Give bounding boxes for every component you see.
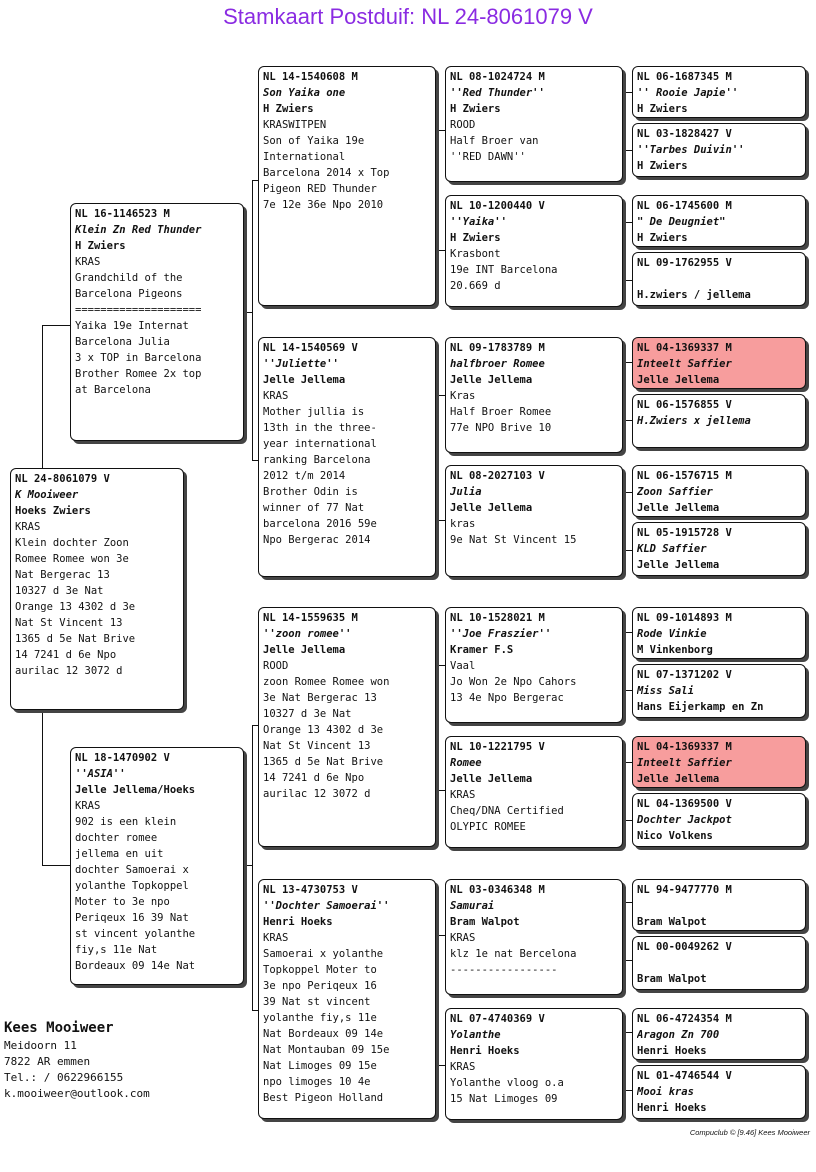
owner-name: H Zwiers xyxy=(450,232,501,244)
note-line: Klein dochter Zoon xyxy=(15,537,129,549)
note-line: 3 x TOP in Barcelona xyxy=(75,352,202,364)
owner-email: k.mooiweer@outlook.com xyxy=(4,1087,150,1100)
note-line: 15 Nat Limoges 09 xyxy=(450,1093,558,1105)
pigeon-name: ''Juliette'' xyxy=(263,358,339,370)
note-line: Best Pigeon Holland xyxy=(263,1092,384,1104)
ring-number: NL 08-2027103 V xyxy=(450,470,545,482)
pigeon-card-ggp-8[interactable] xyxy=(445,1008,623,1120)
owner-name: Jelle Jellema xyxy=(637,559,720,571)
pigeon-name: Aragon Zn 700 xyxy=(637,1029,720,1041)
pigeon-card-sire[interactable] xyxy=(70,203,244,441)
owner-name: Hoeks Zwiers xyxy=(15,505,91,517)
note-line: zoon Romee Romee won xyxy=(263,676,390,688)
note-line: fiy,s 11e Nat xyxy=(75,944,158,956)
ring-number: NL 05-1915728 V xyxy=(637,527,732,539)
note-line: Orange 13 4302 d 3e xyxy=(263,724,384,736)
note-line: 902 is een klein xyxy=(75,816,177,828)
connector-line xyxy=(437,790,445,791)
note-line: jellema en uit xyxy=(75,848,164,860)
pigeon-name: Inteelt Saffier xyxy=(637,358,732,370)
note-line: 14 7241 d 6e Npo xyxy=(263,772,365,784)
pigeon-name: Rode Vinkie xyxy=(637,628,707,640)
pigeon-name: Samurai xyxy=(450,900,495,912)
pigeon-name: halfbroer Romee xyxy=(450,358,545,370)
owner-city: 7822 AR emmen xyxy=(4,1055,91,1068)
color: kras xyxy=(450,518,476,530)
ring-number: NL 04-1369337 M xyxy=(637,741,732,753)
owner-name: Hans Eijerkamp en Zn xyxy=(637,701,764,713)
color: KRASWITPEN xyxy=(263,119,327,131)
pigeon-name: Dochter Jackpot xyxy=(637,814,732,826)
color: ROOD xyxy=(263,660,289,672)
note-line: Moter to 3e npo xyxy=(75,896,170,908)
pigeon-card-gggp-6[interactable] xyxy=(632,394,806,448)
connector-line xyxy=(623,92,632,93)
owner-name: H Zwiers xyxy=(637,232,688,244)
connector-line xyxy=(437,520,445,521)
ring-number: NL 06-1576715 M xyxy=(637,470,732,482)
color: Vaal xyxy=(450,660,476,672)
pigeon-name xyxy=(637,955,801,971)
note-line: ==================== xyxy=(75,304,202,316)
note-line: Samoerai x yolanthe xyxy=(263,948,384,960)
owner-name: Jelle Jellema xyxy=(637,502,720,514)
ring-number: NL 16-1146523 M xyxy=(75,208,170,220)
pigeon-card-ggp-2[interactable] xyxy=(445,195,623,307)
ring-number: NL 10-1200440 V xyxy=(450,200,545,212)
pigeon-name: Son Yaika one xyxy=(263,87,346,99)
pigeon-name: ''Tarbes Duivin'' xyxy=(637,144,745,156)
pigeon-name: '' Rooie Japie'' xyxy=(637,87,739,99)
note-line: 1365 d 5e Nat Brive xyxy=(263,756,384,768)
owner-name: Jelle Jellema xyxy=(263,644,346,656)
note-line: st vincent yolanthe xyxy=(75,928,196,940)
connector-line xyxy=(623,632,632,633)
footer-credit: Compuclub © [9.46] Kees Mooiweer xyxy=(689,1128,810,1137)
pigeon-name: Romee xyxy=(450,757,482,769)
note-line: ranking Barcelona xyxy=(263,454,371,466)
note-line: Cheq/DNA Certified xyxy=(450,805,564,817)
note-line: aurilac 12 3072 d xyxy=(263,788,371,800)
owner-name: Henri Hoeks xyxy=(637,1045,707,1057)
pigeon-name: Yolanthe xyxy=(450,1029,501,1041)
pigeon-card-gggp-4[interactable] xyxy=(632,252,806,306)
connector-line xyxy=(244,312,253,313)
note-line: Nat Montauban 09 15e xyxy=(263,1044,390,1056)
note-line: npo limoges 10 4e xyxy=(263,1076,371,1088)
connector-line xyxy=(623,550,632,551)
owner-name: M Vinkenborg xyxy=(637,644,713,656)
ring-number: NL 13-4730753 V xyxy=(263,884,358,896)
note-line: 13th in the three- xyxy=(263,422,377,434)
pigeon-card-sire-dam[interactable] xyxy=(258,337,436,577)
owner-name: Henri Hoeks xyxy=(263,916,333,928)
note-line: dochter romee xyxy=(75,832,158,844)
pigeon-name: " De Deugniet" xyxy=(637,216,726,228)
pigeon-name: ''Yaika'' xyxy=(450,216,507,228)
pigeon-name: ''Red Thunder'' xyxy=(450,87,545,99)
pigeon-name: ''Dochter Samoerai'' xyxy=(263,900,390,912)
connector-line xyxy=(42,710,43,865)
owner-name: H.zwiers / jellema xyxy=(637,289,751,301)
owner-name: Kees Mooiweer xyxy=(4,1020,114,1036)
owner-name: Bram Walpot xyxy=(450,916,520,928)
owner-name: Bram Walpot xyxy=(637,973,707,985)
pigeon-name xyxy=(637,898,801,914)
note-line: Half Broer Romee xyxy=(450,406,552,418)
note-line: Brother Romee 2x top xyxy=(75,368,202,380)
color: KRAS xyxy=(263,932,289,944)
note-line: ''RED DAWN'' xyxy=(450,151,526,163)
pigeon-card-gggp-16[interactable] xyxy=(632,1065,806,1119)
connector-line xyxy=(42,325,43,468)
ring-number: NL 14-1540608 M xyxy=(263,71,358,83)
pigeon-name: Mooi kras xyxy=(637,1086,694,1098)
color: ROOD xyxy=(450,119,476,131)
ring-number: NL 03-1828427 V xyxy=(637,128,732,140)
connector-line xyxy=(437,1065,445,1066)
pigeon-name: K Mooiweer xyxy=(15,489,79,501)
owner-name: Jelle Jellema xyxy=(263,374,346,386)
owner-name: H Zwiers xyxy=(637,160,688,172)
note-line: Romee Romee won 3e xyxy=(15,553,129,565)
note-line: 1365 d 5e Nat Brive xyxy=(15,633,136,645)
owner-name: H Zwiers xyxy=(450,103,501,115)
pigeon-card-gggp-10[interactable] xyxy=(632,664,806,718)
pigeon-card-sire-sire[interactable] xyxy=(258,66,436,306)
owner-name: Bram Walpot xyxy=(637,916,707,928)
note-line: International xyxy=(263,151,346,163)
ring-number: NL 06-1687345 M xyxy=(637,71,732,83)
pigeon-card-gggp-1[interactable] xyxy=(632,66,806,118)
note-line: Barcelona Julia xyxy=(75,336,170,348)
note-line: 7e 12e 36e Npo 2010 xyxy=(263,199,384,211)
note-line: Nat Limoges 09 15e xyxy=(263,1060,377,1072)
ring-number: NL 06-1745600 M xyxy=(637,200,732,212)
connector-line xyxy=(252,725,253,1010)
ring-number: NL 08-1024724 M xyxy=(450,71,545,83)
connector-line xyxy=(437,935,445,936)
note-line: Pigeon RED Thunder xyxy=(263,183,377,195)
note-line: winner of 77 Nat xyxy=(263,502,365,514)
note-line: Nat St Vincent 13 xyxy=(263,740,371,752)
color: KRAS xyxy=(450,932,476,944)
color: KRAS xyxy=(450,789,476,801)
note-line: Yolanthe vloog o.a xyxy=(450,1077,564,1089)
pigeon-card-gggp-7[interactable] xyxy=(632,465,806,517)
connector-line xyxy=(623,222,632,223)
note-line: 10327 d 3e Nat xyxy=(263,708,352,720)
note-line: Son of Yaika 19e xyxy=(263,135,365,147)
ring-number: NL 07-4740369 V xyxy=(450,1013,545,1025)
pigeon-name: KLD Saffier xyxy=(637,543,707,555)
connector-line xyxy=(623,820,632,821)
pigeon-card-dam-sire[interactable] xyxy=(258,607,436,847)
note-line: Npo Bergerac 2014 xyxy=(263,534,371,546)
connector-line xyxy=(437,130,445,131)
note-line: Nat Bergerac 13 xyxy=(15,569,110,581)
connector-line xyxy=(623,280,632,281)
pigeon-card-gggp-13[interactable] xyxy=(632,879,806,931)
pigeon-name: H.Zwiers x jellema xyxy=(637,415,751,427)
pigeon-card-gggp-11[interactable] xyxy=(632,736,806,788)
note-line: klz 1e nat Bercelona xyxy=(450,948,577,960)
connector-line xyxy=(623,690,632,691)
note-line: Yaika 19e Internat xyxy=(75,320,189,332)
pigeon-name: ''Joe Fraszier'' xyxy=(450,628,552,640)
owner-phone: Tel.: / 0622966155 xyxy=(4,1071,124,1084)
ring-number: NL 00-0049262 V xyxy=(637,941,732,953)
ring-number: NL 24-8061079 V xyxy=(15,473,110,485)
owner-name: H Zwiers xyxy=(75,240,126,252)
pigeon-card-ggp-5[interactable] xyxy=(445,607,623,723)
ring-number: NL 09-1014893 M xyxy=(637,612,732,624)
connector-line xyxy=(42,325,70,326)
pigeon-card-ggp-7[interactable] xyxy=(445,879,623,995)
ring-number: NL 09-1783789 M xyxy=(450,342,545,354)
pigeon-card-gggp-5[interactable] xyxy=(632,337,806,389)
pigeon-name: Klein Zn Red Thunder xyxy=(75,224,202,236)
note-line: Nat Bordeaux 09 14e xyxy=(263,1028,384,1040)
connector-line xyxy=(623,960,632,961)
pigeon-name: Miss Sali xyxy=(637,685,694,697)
note-line: Orange 13 4302 d 3e xyxy=(15,601,136,613)
connector-line xyxy=(623,492,632,493)
note-line: Barcelona 2014 x Top xyxy=(263,167,390,179)
note-line: 13 4e Npo Bergerac xyxy=(450,692,564,704)
connector-line xyxy=(623,1090,632,1091)
ring-number: NL 18-1470902 V xyxy=(75,752,170,764)
pigeon-card-ggp-6[interactable] xyxy=(445,736,623,848)
note-line: Brother Odin is xyxy=(263,486,358,498)
ring-number: NL 06-1576855 V xyxy=(637,399,732,411)
note-line: 3e Nat Bergerac 13 xyxy=(263,692,377,704)
pigeon-card-gggp-12[interactable] xyxy=(632,793,806,847)
ring-number: NL 04-1369500 V xyxy=(637,798,732,810)
ring-number: NL 06-4724354 M xyxy=(637,1013,732,1025)
owner-name: Henri Hoeks xyxy=(450,1045,520,1057)
color: Krasbont xyxy=(450,248,501,260)
owner-name: Jelle Jellema xyxy=(637,374,720,386)
owner-name: Jelle Jellema xyxy=(450,374,533,386)
note-line: 2012 t/m 2014 xyxy=(263,470,346,482)
note-line: Jo Won 2e Npo Cahors xyxy=(450,676,577,688)
note-line: 77e NPO Brive 10 xyxy=(450,422,552,434)
pigeon-card-ggp-4[interactable] xyxy=(445,465,623,577)
connector-line xyxy=(623,420,632,421)
color: KRAS xyxy=(263,390,289,402)
color: KRAS xyxy=(450,1061,476,1073)
ring-number: NL 09-1762955 V xyxy=(637,257,732,269)
pigeon-card-gggp-3[interactable] xyxy=(632,195,806,247)
pigeon-card-dam-dam[interactable] xyxy=(258,879,436,1119)
note-line: Grandchild of the xyxy=(75,272,183,284)
owner-name: Kramer F.S xyxy=(450,644,514,656)
connector-line xyxy=(252,180,253,460)
pigeon-card-gggp-14[interactable] xyxy=(632,936,806,990)
pigeon-card-gggp-8[interactable] xyxy=(632,522,806,576)
connector-line xyxy=(437,250,445,251)
note-line: year international xyxy=(263,438,377,450)
pigeon-name xyxy=(637,271,801,287)
color: KRAS xyxy=(75,256,101,268)
note-line: Barcelona Pigeons xyxy=(75,288,183,300)
owner-name: Nico Volkens xyxy=(637,830,713,842)
color: KRAS xyxy=(75,800,101,812)
note-line: at Barcelona xyxy=(75,384,151,396)
connector-line xyxy=(623,1032,632,1033)
owner-name: H Zwiers xyxy=(263,103,314,115)
note-line: Bordeaux 09 14e Nat xyxy=(75,960,196,972)
color: Kras xyxy=(450,390,476,402)
owner-name: Jelle Jellema xyxy=(637,773,720,785)
note-line: 20.669 d xyxy=(450,280,501,292)
ring-number: NL 10-1221795 V xyxy=(450,741,545,753)
ring-number: NL 04-1369337 M xyxy=(637,342,732,354)
connector-line xyxy=(623,150,632,151)
ring-number: NL 01-4746544 V xyxy=(637,1070,732,1082)
pigeon-name: Inteelt Saffier xyxy=(637,757,732,769)
ring-number: NL 14-1559635 M xyxy=(263,612,358,624)
ring-number: NL 14-1540569 V xyxy=(263,342,358,354)
ring-number: NL 94-9477770 M xyxy=(637,884,732,896)
connector-line xyxy=(623,762,632,763)
note-line: Periqeux 16 39 Nat xyxy=(75,912,189,924)
pigeon-card-gggp-9[interactable] xyxy=(632,607,806,659)
owner-block xyxy=(4,1018,150,1102)
pigeon-name: Zoon Saffier xyxy=(637,486,713,498)
connector-line xyxy=(623,902,632,903)
ring-number: NL 10-1528021 M xyxy=(450,612,545,624)
pigeon-card-ggp-1[interactable] xyxy=(445,66,623,182)
page-title: Stamkaart Postduif: NL 24-8061079 V xyxy=(223,4,593,29)
owner-street: Meidoorn 11 xyxy=(4,1039,77,1052)
note-line: Half Broer van xyxy=(450,135,539,147)
note-line: aurilac 12 3072 d xyxy=(15,665,123,677)
note-line: 39 Nat st vincent xyxy=(263,996,371,1008)
connector-line xyxy=(244,865,253,866)
note-line: dochter Samoerai x xyxy=(75,864,189,876)
connector-line xyxy=(437,665,445,666)
note-line: Nat St Vincent 13 xyxy=(15,617,123,629)
pigeon-name: ''ASIA'' xyxy=(75,768,126,780)
connector-line xyxy=(42,865,70,866)
pigeon-card-gggp-2[interactable] xyxy=(632,123,806,177)
pigeon-card-ggp-3[interactable] xyxy=(445,337,623,453)
owner-name: Jelle Jellema/Hoeks xyxy=(75,784,196,796)
pigeon-card-gggp-15[interactable] xyxy=(632,1008,806,1060)
note-line: Topkoppel Moter to xyxy=(263,964,377,976)
connector-line xyxy=(623,362,632,363)
ring-number: NL 03-0346348 M xyxy=(450,884,545,896)
note-line: yolanthe Topkoppel xyxy=(75,880,189,892)
color: KRAS xyxy=(15,521,41,533)
note-line: yolanthe fiy,s 11e xyxy=(263,1012,377,1024)
connector-line xyxy=(437,395,445,396)
owner-name: Jelle Jellema xyxy=(450,773,533,785)
pigeon-name: ''zoon romee'' xyxy=(263,628,352,640)
pigeon-card-subject[interactable] xyxy=(10,468,184,710)
note-line: 14 7241 d 6e Npo xyxy=(15,649,117,661)
owner-name: Jelle Jellema xyxy=(450,502,533,514)
owner-name: Henri Hoeks xyxy=(637,1102,707,1114)
note-line: 3e npo Periqeux 16 xyxy=(263,980,377,992)
pigeon-name: Julia xyxy=(450,486,482,498)
note-line: 9e Nat St Vincent 15 xyxy=(450,534,577,546)
owner-name: H Zwiers xyxy=(637,103,688,115)
note-line: OLYPIC ROMEE xyxy=(450,821,526,833)
note-line: barcelona 2016 59e xyxy=(263,518,377,530)
note-line: Mother jullia is xyxy=(263,406,365,418)
note-line: 19e INT Barcelona xyxy=(450,264,558,276)
note-line: ----------------- xyxy=(450,964,558,976)
note-line: 10327 d 3e Nat xyxy=(15,585,104,597)
pigeon-card-dam[interactable] xyxy=(70,747,244,985)
ring-number: NL 07-1371202 V xyxy=(637,669,732,681)
